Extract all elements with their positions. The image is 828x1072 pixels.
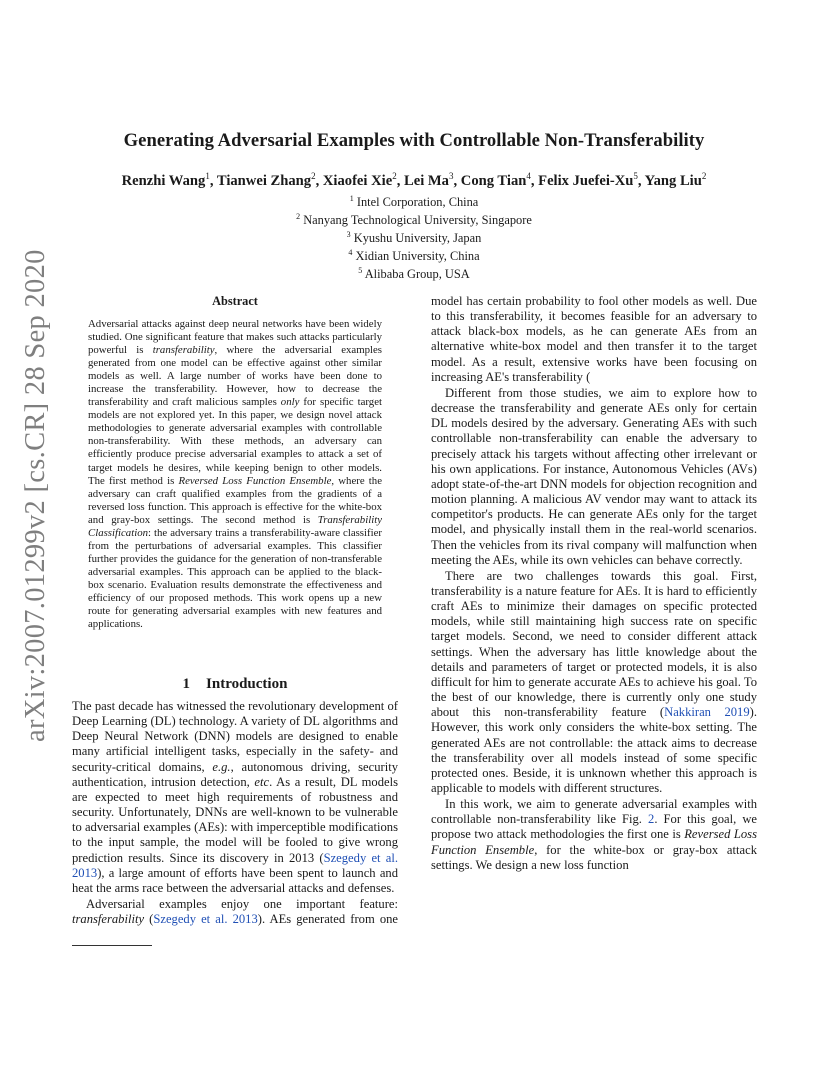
arxiv-stamp: arXiv:2007.01299v2 [cs.CR] 28 Sep 2020 bbox=[20, 249, 51, 742]
affiliation: $^1$ Intel Corporation, China bbox=[349, 194, 479, 210]
author-affiliation-mark: 1 bbox=[205, 171, 210, 181]
author-name: Xiaofei Xie bbox=[322, 172, 393, 189]
author-affiliation-mark: 4 bbox=[526, 171, 531, 181]
citation-link[interactable]: Szegedy et al. 2013 bbox=[72, 850, 398, 880]
author-affiliation-mark: 2 bbox=[392, 171, 397, 181]
author-name: Yang Liu bbox=[644, 172, 702, 189]
author-name: Renzhi Wang bbox=[121, 172, 206, 189]
author-affiliation-mark: 3 bbox=[448, 171, 454, 181]
left-column-body bbox=[72, 699, 398, 927]
citation-link[interactable]: Szegedy et al. 2013 bbox=[153, 912, 258, 927]
paragraph: Adversarial examples enjoy one important feature: transferability (Szegedy et al. 2013). AEs generated from one bbox=[72, 897, 399, 927]
section-title: Introduction bbox=[206, 676, 288, 692]
footnote-rule bbox=[72, 945, 152, 946]
right-column-body bbox=[431, 294, 757, 873]
paragraph: The past decade has witnessed the revolutionary development of Deep Learning (DL) technology. A variety of DL algorithms and Deep Neural Network (DNN) models are designed to enable many artificial intelligent tasks, especially in the safety- and security-critical domains, e.g., autonomous driving, security authentication, intrusion detection, etc. As a result, DL models are expected to meet high requirements of robustness and security. Unfortunately, DNNs are well-known to be vulnerable to adversarial examples (AEs): with imperceptible modifications to the input sample, the model will be fooled to give wrong prediction results. Since its discovery in 2013 (Szegedy et al. 2013), a large amount of efforts have been spent to launch and heat the arms race between the adversarial attacks and defenses. bbox=[72, 699, 398, 895]
paragraph: In this work, we aim to generate adversarial examples with controllable non-transferability like Fig. 2. For this goal, we propose two attack methodologies the first one is Reversed Loss Function Ensemble, for the white-box or gray-box attack settings. We design a new loss function bbox=[431, 797, 758, 872]
affiliation: $^4$ Xidian University, China bbox=[348, 248, 480, 264]
author-affiliation-mark: 2 bbox=[701, 171, 707, 181]
author-affiliation-mark: 2 bbox=[311, 171, 316, 181]
affiliation-list bbox=[150, 192, 678, 282]
paragraph: Different from those studies, we aim to explore how to decrease the transferability and generate AEs only for certain DL models desired by the adversary. Generating AEs with such controllable non-transferability can enable the adversary to precisely attack his targets without affecting other irrelevant or his own applications. For instance, Autonomous Vehicles (AVs) adopt state-of-the-art DNN models for objection recognition and motion planning. A malicious AV vendor may want to attack its competitor's products. He can generate AEs only for the target model, and physically install them in the real-world scenarios. Then the vehicles from its rival company will malfunction when meeting the AEs, while its own vehicles can behave correctly. bbox=[431, 385, 757, 567]
figure-reference-link[interactable]: 2 bbox=[648, 812, 655, 827]
paragraph: There are two challenges towards this goal. First, transferability is a nature feature for AEs. It is hard to efficiently craft AEs to minimize their damages on specific protected models, while still maintaining high success rate on specific target models. Second, we need to consider different attack settings. When the adversary has little knowledge about the details and parameters of target or protected models, it is also difficult for him to generate accurate AEs to achieve his goal. To the best of our knowledge, there is currently only one study about this non-transferability feature (Nakkiran 2019). However, this work only considers the white-box setting. The generated AEs are not controllable: the attack aims to decrease the transferability over all models instead of some specific protected ones. Beside, it is unknown whether this approach is applicable to models with different structures. bbox=[431, 568, 757, 795]
abstract-body: Adversarial attacks against deep neural networks have been widely studied. One significant feature that makes such attacks particularly powerful is transferability, where the adversarial examples generated from one model can be effective against other similar models as well. A large number of works have been done to increase the transferability. However, how to decrease the transferability and craft malicious samples only for specific target models are not explored yet. In this paper, we design novel attack methodologies to generate adversarial examples with controllable non-transferability. With these methods, an adversary can efficiently produce precise adversarial examples to attack a set of target models he desires, while keeping benign to other models. The first method is Reversed Loss Function Ensemble, where the adversary can craft qualified examples from the gradients of a reversed loss function. This approach is effective for the white-box and gray-box settings. The second method is Transferability Classification: the adversary trains a transferability-aware classifier from the perturbations of adversarial examples. This classifier further provides the guidance for the generation of non-transferable adversarial examples. This approach can be applied to the black-box scenario. Evaluation results demonstrate the effectiveness and efficiency of our proposed methods. This work opens up a new route for generating adversarial examples with new features and applications. bbox=[88, 318, 383, 631]
section-number: 1 bbox=[182, 676, 191, 692]
author-list: Renzhi Wang$^1$, Tianwei Zhang$^2$, Xiaofei Xie$^2$, Lei Ma$^3$, Cong Tian$^4$, Felix Juefei-Xu$^5$, Yang Liu$^2$ bbox=[121, 171, 707, 189]
abstract-heading: Abstract bbox=[212, 294, 258, 308]
paper-title: Generating Adversarial Examples with Controllable Non-Transferability bbox=[123, 130, 705, 151]
author-affiliation-mark: 5 bbox=[633, 171, 638, 181]
author-name: Cong Tian bbox=[460, 172, 527, 189]
author-name: Tianwei Zhang bbox=[216, 172, 312, 189]
affiliation: $^3$ Kyushu University, Japan bbox=[346, 230, 482, 246]
citation-link[interactable]: Nakkiran 2019 bbox=[664, 705, 750, 720]
author-name: Felix Juefei-Xu bbox=[538, 172, 634, 189]
affiliation: $^2$ Nanyang Technological University, Singapore bbox=[296, 212, 532, 228]
author-name: Lei Ma bbox=[403, 172, 449, 189]
affiliation: $^5$ Alibaba Group, USA bbox=[358, 266, 470, 282]
section-heading-introduction bbox=[72, 676, 398, 693]
paragraph-continued: model has certain probability to fool other models as well. Due to this transferability, it becomes feasible for an adversary to attack black-box models, as he can generate AEs from an alternative white-box model and then transfer it to the target model. As a result, extensive works have been focusing on increasing AE's transferability ( bbox=[431, 294, 757, 384]
